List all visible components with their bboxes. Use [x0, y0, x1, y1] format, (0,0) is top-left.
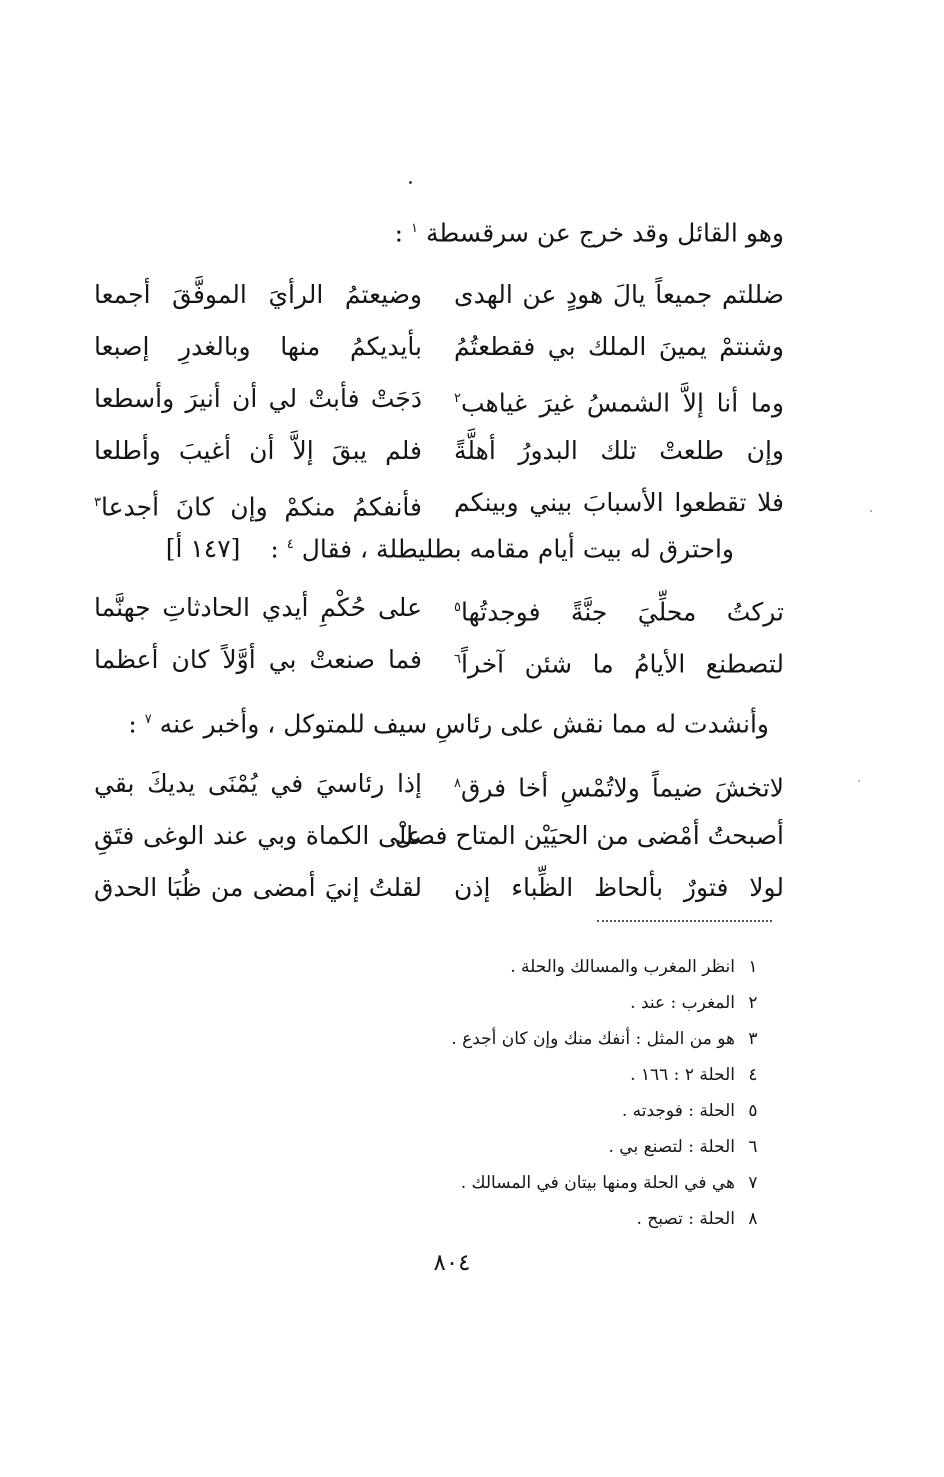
verse-second-hemistich: دَجَتْ فأبتْ لي أن أنيرَ وأسطعا [94, 384, 422, 413]
verse-first-hemistich [454, 640, 784, 684]
poem-intro-3 [69, 703, 769, 741]
footnote-number: ٥ [748, 1101, 758, 1121]
hemistich-text: لاتخشَ ضيماً ولاتُمْسِ أخا فرق [460, 773, 784, 803]
verse-first-hemistich: لولا فتورٌ بألحاظ الظِّباء إذن [454, 873, 784, 902]
intro-text: وهو القائل وقد خرج عن سرقسطة [425, 218, 784, 248]
verse-first-hemistich [454, 588, 784, 632]
manuscript-folio-ref: [١٤٧ أ] [165, 534, 241, 564]
verse-second-hemistich: فلم يبقَ إلاَّ أن أغيبَ وأطلعا [94, 436, 422, 465]
hemistich-text: لتصطنع الأيامُ ما شئن آخراً [460, 649, 784, 679]
footnote-ref: ٢ [454, 391, 461, 406]
footnote-number: ٣ [748, 1029, 758, 1049]
footnote [199, 1135, 759, 1171]
poem-1 [94, 275, 784, 535]
verse [94, 275, 784, 327]
footnote [199, 1171, 759, 1207]
verse-second-hemistich: على الكماة وبي عند الوغى فتَقِ [94, 821, 422, 850]
footnote-text: الحلة : لتصنع بي . [608, 1137, 735, 1157]
intro-colon: : [128, 709, 137, 739]
verse-first-hemistich: وإن طلعتْ تلك البدورُ أهلَّةً [454, 436, 784, 465]
intro-text: وأنشدت له مما نقش على رئاسِ سيف للمتوكل ، وأخبر عنه [159, 709, 769, 739]
footnote-text: الحلة : تصبح . [636, 1209, 735, 1229]
verse [94, 379, 784, 431]
footnote [199, 991, 759, 1027]
footnote [199, 1207, 759, 1243]
hemistich-text: وما أنا إلاَّ الشمسُ غيرَ غياهب [460, 388, 784, 418]
footnote-number: ٨ [748, 1209, 758, 1229]
footnote-number: ٧ [748, 1173, 758, 1193]
verse-first-hemistich: أصبحتُ أمْضى من الحيَيْن المتاح فصلْ [394, 821, 784, 850]
verse [94, 868, 784, 920]
poem-intro-2 [34, 528, 734, 566]
footnote [199, 1063, 759, 1099]
footnote [199, 955, 759, 991]
verse-second-hemistich: فما صنعتْ بي أوَّلاً كان أعظما [94, 645, 422, 674]
verse-second-hemistich: وضيعتمُ الرأيَ الموفَّقَ أجمعا [94, 280, 422, 309]
footnote-number: ١ [748, 957, 758, 977]
verse-first-hemistich: فلا تقطعوا الأسبابَ بيني وبينكم [454, 488, 784, 517]
verse-second-hemistich: لقلتُ إنيَ أمضى من ظُبَا الحدق [94, 873, 422, 902]
footnote-number: ٤ [748, 1065, 758, 1085]
footnote-ref: ٤ [286, 537, 294, 552]
verse [94, 588, 784, 640]
verse-second-hemistich: بأيديكمُ منها وبالغدرِ إصبعا [94, 332, 422, 361]
footnote [199, 1099, 759, 1135]
footnote-text: الحلة : فوجدته . [621, 1101, 735, 1121]
footnotes [199, 955, 759, 1243]
verse [94, 431, 784, 483]
scan-speck [409, 181, 412, 184]
footnote-ref: ٨ [454, 776, 461, 791]
verse-first-hemistich [454, 764, 784, 808]
footnote-text: انظر المغرب والمسالك والحلة . [510, 957, 735, 977]
verse-first-hemistich [454, 379, 784, 423]
scan-speck [858, 780, 860, 782]
footnote-text: هو من المثل : أنفك منك وإن كان أجدع . [451, 1029, 735, 1049]
footnote [199, 1027, 759, 1063]
footnote-number: ٦ [748, 1137, 758, 1157]
intro-colon: : [270, 534, 279, 564]
verse-second-hemistich: على حُكْمِ أيدي الحادثاتِ جهنَّما [94, 593, 422, 622]
footnote-ref: ٧ [144, 712, 152, 727]
verse-first-hemistich: وشنتمْ يمينَ الملك بي فقطعتُمُ [454, 332, 784, 361]
verse [94, 327, 784, 379]
intro-text: واحترق له بيت أيام مقامه بطليطلة ، فقال [301, 534, 734, 564]
verse-first-hemistich: ضللتم جميعاً يالَ هودٍ عن الهدى [454, 280, 784, 309]
intro-colon: : [394, 218, 404, 248]
verse-second-hemistich [94, 483, 422, 527]
hemistich-text: فأنفكمُ منكمْ وإن كانَ أجدعا [100, 492, 422, 522]
footnote-ref: ٥ [454, 600, 461, 615]
footnote-number: ٢ [748, 993, 758, 1013]
footnote-text: المغرب : عند . [630, 993, 735, 1013]
page-number: ٨٠٤ [433, 1250, 471, 1276]
verse [94, 640, 784, 692]
verse [94, 816, 784, 868]
footnote-text: هي في الحلة ومنها بيتان في المسالك . [460, 1173, 735, 1193]
verse-second-hemistich: إذا رئاسيَ في يُمْنَى يديكَ بقي [94, 769, 422, 798]
footnote-text: الحلة ٢ : ١٦٦ . [630, 1065, 735, 1085]
poem-3 [94, 764, 784, 920]
footnote-ref: ٦ [454, 652, 461, 667]
footnote-ref: ١ [411, 221, 419, 236]
poem-intro-1 [84, 212, 784, 250]
verse [94, 764, 784, 816]
poem-2 [94, 588, 784, 692]
footnote-separator [597, 920, 772, 922]
footnote-ref: ٣ [94, 495, 101, 510]
scan-speck [870, 510, 872, 512]
hemistich-text: تركتُ محلِّيَ جنَّةً فوجدتُها [460, 597, 784, 627]
